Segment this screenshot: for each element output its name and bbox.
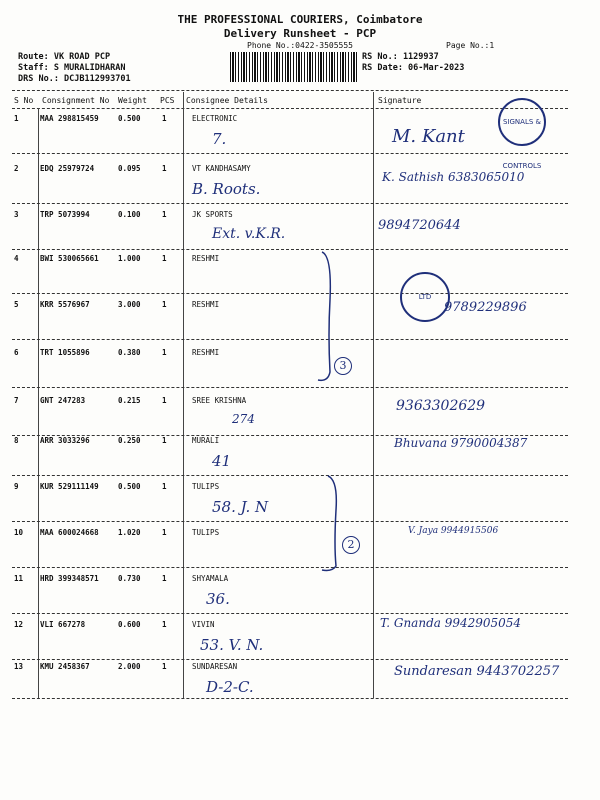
drs-number: DRS No.: DCJB112993701 [18, 74, 131, 84]
row-consignee: VT KANDHASAMY [192, 164, 251, 173]
row-handwritten-note: 53. V. N. [200, 636, 264, 654]
row-signature: 9789229896 [444, 300, 527, 315]
row-handwritten-note: 36. [206, 590, 230, 608]
row-consignee: JK SPORTS [192, 210, 233, 219]
row-signature: T. Gnanda 9942905054 [380, 616, 522, 630]
row-consignment: KRR 5576967 [40, 300, 90, 309]
row-pcs: 1 [162, 396, 167, 405]
seal-text: LTD [418, 293, 432, 301]
row-consignment: MAA 298815459 [40, 114, 99, 123]
row-consignee: ELECTRONIC [192, 114, 238, 123]
row-handwritten-note: 274 [232, 412, 255, 426]
row-consignee: SREE KRISHNA [192, 396, 247, 405]
row-consignment: EDQ 25979724 [40, 164, 95, 173]
phone-number: Phone No.:0422-3505555 [247, 41, 353, 50]
row-signature: K. Sathish 6383065010 [382, 170, 525, 184]
route: Route: VK ROAD PCP [18, 52, 111, 62]
group-mark-2: 2 [342, 536, 360, 554]
row-pcs: 1 [162, 662, 167, 671]
row-sno: 9 [14, 482, 19, 491]
row-weight: 0.730 [118, 574, 141, 583]
row-signature: 9894720644 [378, 218, 461, 233]
row-weight: 0.600 [118, 620, 141, 629]
col-pcs: PCS [160, 96, 175, 105]
col-weight: Weight [118, 96, 147, 105]
row-weight: 0.100 [118, 210, 141, 219]
group-mark-3: 3 [334, 357, 352, 375]
row-sno: 8 [14, 436, 19, 445]
row-signature: M. Kant [392, 126, 465, 147]
row-handwritten-note: 41 [212, 452, 232, 470]
row-pcs: 1 [162, 620, 167, 629]
row-consignment: TRT 1055896 [40, 348, 90, 357]
row-pcs: 1 [162, 348, 167, 357]
row-weight: 0.250 [118, 436, 141, 445]
row-sno: 5 [14, 300, 19, 309]
row-pcs: 1 [162, 164, 167, 173]
seal-text: SIGNALS & CONTROLS [502, 118, 542, 170]
row-pcs: 1 [162, 528, 167, 537]
row-weight: 3.000 [118, 300, 141, 309]
row-weight: 1.000 [118, 254, 141, 263]
col-signature: Signature [378, 96, 422, 105]
row-sno: 1 [14, 114, 19, 123]
rs-date: RS Date: 06-Mar-2023 [362, 63, 465, 73]
row-consignment: GNT 247283 [40, 396, 86, 405]
row-consignment: TRP 5073994 [40, 210, 90, 219]
col-consignee: Consignee Details [186, 96, 268, 105]
row-signature: 9363302629 [396, 398, 486, 414]
row-consignee: TULIPS [192, 482, 220, 491]
row-sno: 13 [14, 662, 24, 671]
row-consignment: BWI 530065661 [40, 254, 99, 263]
rs-number: RS No.: 1129937 [362, 52, 439, 62]
row-sno: 3 [14, 210, 19, 219]
row-pcs: 1 [162, 436, 167, 445]
row-consignment: MAA 600024668 [40, 528, 99, 537]
row-consignee: MURALI [192, 436, 220, 445]
row-handwritten-note: Ext. v.K.R. [212, 226, 286, 242]
row-consignee: TULIPS [192, 528, 220, 537]
row-sno: 10 [14, 528, 24, 537]
runsheet-subtitle: Delivery Runsheet - PCP [223, 27, 377, 40]
row-sno: 4 [14, 254, 19, 263]
row-consignee: RESHMI [192, 254, 220, 263]
row-consignee: RESHMI [192, 348, 220, 357]
row-weight: 1.020 [118, 528, 141, 537]
row-consignee: RESHMI [192, 300, 220, 309]
col-sno: S No [14, 96, 34, 105]
staff: Staff: S MURALIDHARAN [18, 63, 126, 73]
row-weight: 2.000 [118, 662, 141, 671]
col-consignment: Consignment No [42, 96, 110, 105]
bracket-rows-9-10 [322, 476, 336, 571]
row-weight: 0.215 [118, 396, 141, 405]
row-sno: 7 [14, 396, 19, 405]
row-sno: 6 [14, 348, 19, 357]
row-consignee: VIVIN [192, 620, 215, 629]
row-signature: Bhuvana 9790004387 [394, 436, 528, 450]
row-consignment: KUR 529111149 [40, 482, 99, 491]
row-signature: Sundaresan 9443702257 [394, 664, 560, 679]
company-title: THE PROFESSIONAL COURIERS, Coimbatore [177, 13, 423, 26]
row-weight: 0.500 [118, 114, 141, 123]
row-pcs: 1 [162, 482, 167, 491]
row-consignee: SHYAMALA [192, 574, 229, 583]
bracket-rows-4-6 [318, 252, 330, 380]
row-consignment: KMU 2458367 [40, 662, 90, 671]
row-weight: 0.380 [118, 348, 141, 357]
row-consignment: HRD 399348571 [40, 574, 99, 583]
row-pcs: 1 [162, 574, 167, 583]
row-pcs: 1 [162, 114, 167, 123]
row-consignment: VLI 667278 [40, 620, 86, 629]
row-handwritten-note: D-2-C. [206, 678, 254, 696]
row-handwritten-note: B. Roots. [192, 180, 261, 198]
row-sno: 11 [14, 574, 24, 583]
row-sno: 2 [14, 164, 19, 173]
row-pcs: 1 [162, 254, 167, 263]
row-consignee: SUNDARESAN [192, 662, 238, 671]
row-sno: 12 [14, 620, 24, 629]
row-handwritten-note: 58. J. N [212, 498, 269, 516]
row-consignment: ARR 3033296 [40, 436, 90, 445]
row-handwritten-note: 7. [212, 130, 227, 148]
row-signature: V. Jaya 9944915506 [408, 526, 499, 536]
page-number: Page No.:1 [446, 41, 495, 50]
row-weight: 0.095 [118, 164, 141, 173]
row-weight: 0.500 [118, 482, 141, 491]
row-pcs: 1 [162, 210, 167, 219]
row-pcs: 1 [162, 300, 167, 309]
